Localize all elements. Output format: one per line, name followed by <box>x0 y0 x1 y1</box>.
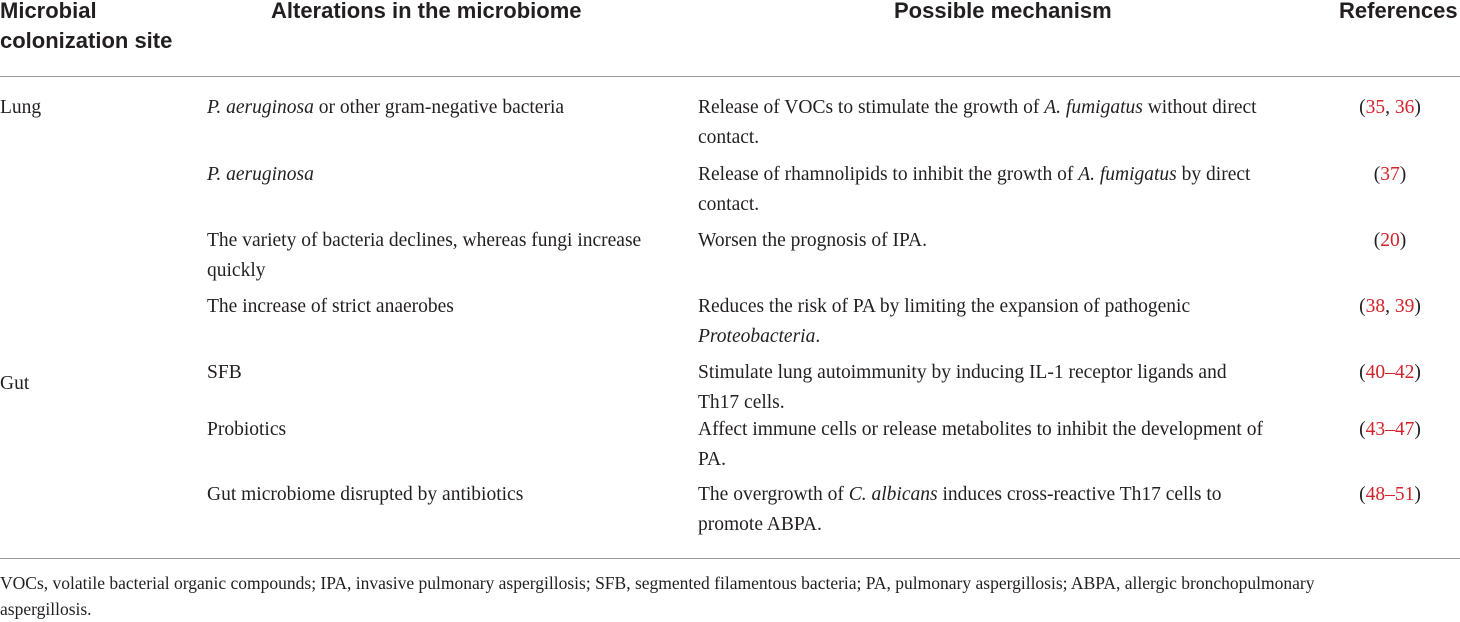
row2-mech-line2: contact. <box>698 194 760 215</box>
row6-references <box>1320 415 1460 445</box>
row2-mechanism <box>698 160 1250 220</box>
ref-link[interactable]: 39 <box>1394 296 1415 317</box>
ref-link[interactable]: 20 <box>1380 230 1400 251</box>
row3-alt-line1: The variety of bacteria declines, whereas fungi increase <box>207 230 642 251</box>
row1-mech-b: without direct <box>1142 97 1257 118</box>
row5-mechanism <box>698 358 1227 418</box>
row7-mech-a: The overgrowth of <box>698 484 849 505</box>
row7-mechanism <box>698 480 1222 540</box>
row1-mech-line2: contact. <box>698 127 760 148</box>
row2-mech-italic: A. fumigatus <box>1078 164 1177 185</box>
ref-link[interactable]: 36 <box>1394 97 1415 118</box>
footnote-line1: VOCs, volatile bacterial organic compounds; IPA, invasive pulmonary aspergillosis; SFB, segmented filamentous bacteria; PA, pulmonary aspergillosis; ABPA, allergic bronchopulmonary <box>0 573 1315 593</box>
row7-alteration <box>207 480 523 510</box>
ref-link[interactable]: 40–42 <box>1365 362 1415 383</box>
row2-mech-b: by direct <box>1176 164 1251 185</box>
paren-open: ( <box>1359 362 1366 383</box>
paren-open: ( <box>1359 419 1366 440</box>
row7-mech-italic: C. albicans <box>848 484 938 505</box>
ref-sep: , <box>1385 97 1395 118</box>
row6-mech-line2: PA. <box>698 449 727 470</box>
row4-mech-line1: Reduces the risk of PA by limiting the expansion of pathogenic <box>698 296 1191 317</box>
ref-link[interactable]: 48–51 <box>1365 484 1415 505</box>
footer-divider <box>0 558 1460 559</box>
row1-alteration-rest: or other gram-negative bacteria <box>313 97 565 118</box>
row4-mechanism <box>698 292 1190 352</box>
header-alterations: Alterations in the microbiome <box>271 0 582 23</box>
row7-alt-line1: Gut microbiome disrupted by antibiotics <box>207 484 524 505</box>
row1-mech-italic: A. fumigatus <box>1044 97 1143 118</box>
row6-alt-line1: Probiotics <box>207 419 287 440</box>
row5-mech-line1: Stimulate lung autoimmunity by inducing IL-1 receptor ligands and <box>698 362 1227 383</box>
row5-alteration <box>207 358 242 388</box>
ref-link[interactable]: 37 <box>1380 164 1400 185</box>
row3-references <box>1320 226 1460 256</box>
row4-mech-italic: Proteobacteria <box>698 326 816 347</box>
row4-references <box>1320 292 1460 322</box>
row2-alteration-italic: P. aeruginosa <box>207 164 314 185</box>
row1-mech-a: Release of VOCs to stimulate the growth of <box>698 97 1045 118</box>
footnote-line2: aspergillosis. <box>0 599 92 619</box>
paren-close: ) <box>1399 164 1407 185</box>
row3-alt-line2: quickly <box>207 260 266 281</box>
paren-open: ( <box>1359 296 1366 317</box>
ref-link[interactable]: 43–47 <box>1365 419 1415 440</box>
row3-alteration <box>207 226 641 286</box>
table-footnote <box>0 570 1460 622</box>
row5-alt-line1: SFB <box>207 362 242 383</box>
row4-alt-line1: The increase of strict anaerobes <box>207 296 454 317</box>
row4-alteration <box>207 292 454 322</box>
site-gut: Gut <box>0 373 30 394</box>
paren-open: ( <box>1373 230 1381 251</box>
row7-mech-b: induces cross-reactive Th17 cells to <box>937 484 1222 505</box>
row7-references <box>1320 480 1460 510</box>
paren-close: ) <box>1414 97 1421 118</box>
row1-references <box>1320 93 1460 123</box>
row2-references <box>1320 160 1460 190</box>
row6-alteration <box>207 415 286 445</box>
paren-close: ) <box>1414 484 1421 505</box>
ref-link[interactable]: 35 <box>1365 97 1386 118</box>
paren-close: ) <box>1399 230 1407 251</box>
row3-mechanism <box>698 226 927 256</box>
header-references: References <box>1339 0 1458 23</box>
row4-mech-b: . <box>815 326 821 347</box>
row2-alteration <box>207 160 314 190</box>
paren-close: ) <box>1414 296 1421 317</box>
ref-sep: , <box>1385 296 1395 317</box>
ref-link[interactable]: 38 <box>1365 296 1386 317</box>
paren-close: ) <box>1414 419 1421 440</box>
header-mechanism: Possible mechanism <box>894 0 1112 23</box>
header-site <box>0 0 172 56</box>
header-site-line1: Microbial <box>0 0 97 23</box>
paren-open: ( <box>1359 97 1366 118</box>
row6-mech-line1: Affect immune cells or release metabolites to inhibit the development of <box>698 419 1263 440</box>
row1-alteration-italic: P. aeruginosa <box>207 97 314 118</box>
paren-open: ( <box>1373 164 1381 185</box>
site-lung: Lung <box>0 97 42 118</box>
header-site-line2: colonization site <box>0 28 173 53</box>
row1-mechanism <box>698 93 1257 153</box>
paren-open: ( <box>1359 484 1366 505</box>
paren-close: ) <box>1414 362 1421 383</box>
row5-references <box>1320 358 1460 388</box>
row5-mech-line2: Th17 cells. <box>698 392 785 413</box>
row2-mech-a: Release of rhamnolipids to inhibit the growth of <box>698 164 1079 185</box>
header-divider <box>0 76 1460 77</box>
row6-mechanism <box>698 415 1263 475</box>
row3-mech-line1: Worsen the prognosis of IPA. <box>698 230 927 251</box>
row1-alteration <box>207 93 564 123</box>
row7-mech-line2: promote ABPA. <box>698 514 822 535</box>
